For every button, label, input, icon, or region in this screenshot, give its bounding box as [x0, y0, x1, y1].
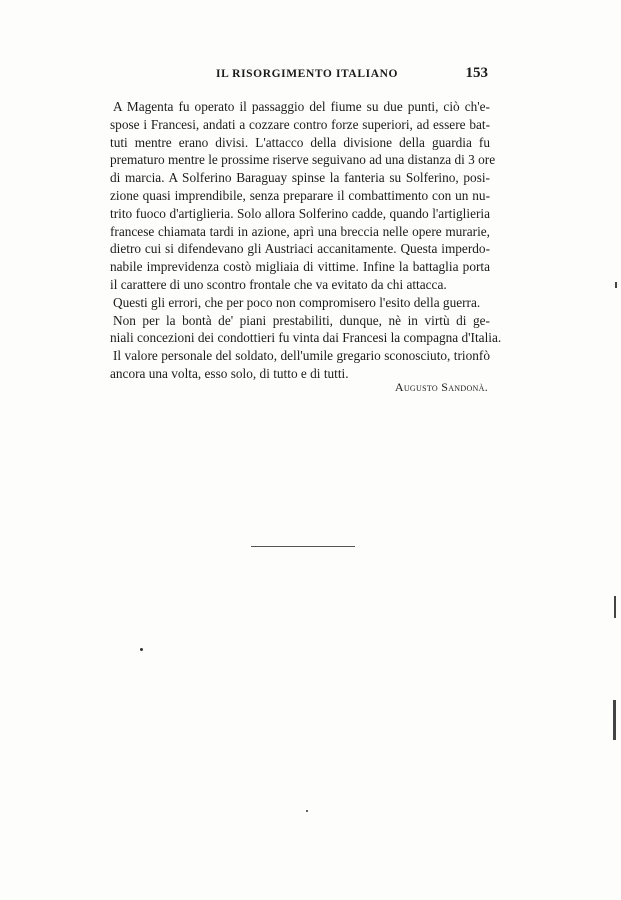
text-line: spose i Francesi, andati a cozzare contro forze superiori, ad essere bat- — [110, 116, 490, 132]
scan-speck — [306, 810, 308, 812]
end-rule — [251, 546, 355, 547]
text-line: nabile imprevidenza costò migliaia di vittime. Infine la battaglia porta — [110, 259, 490, 275]
body-text — [110, 98, 502, 383]
scan-edge-mark — [614, 596, 616, 618]
text-line: zione quasi imprendibile, senza preparare il combattimento con un nu- — [110, 187, 490, 203]
text-line: di marcia. A Solferino Baraguay spinse la fanteria su Solferino, posi- — [110, 170, 490, 186]
text-line: Il valore personale del soldato, dell'umile gregario sconosciuto, trionfò — [113, 348, 490, 364]
page-number: 153 — [465, 65, 488, 81]
text-line: ancora una volta, esso solo, di tutto e di tutti. — [110, 365, 349, 381]
running-header — [110, 66, 488, 86]
text-line: francese chiamata tardi in azione, aprì una breccia nelle opere murarie, — [110, 223, 490, 239]
text-line: Non per la bontà de' piani prestabiliti, dunque, nè in virtù di ge- — [113, 312, 490, 328]
running-title: IL RISORGIMENTO ITALIANO — [216, 68, 399, 80]
text-line: A Magenta fu operato il passaggio del fiume su due punti, ciò ch'e- — [113, 99, 490, 114]
text-line: prematuro mentre le prossime riserve seguivano ad una distanza di 3 ore — [110, 152, 496, 168]
text-line: niali concezioni dei condottieri fu vinta dai Francesi la compagna d'Italia. — [110, 330, 502, 346]
scan-edge-mark — [613, 700, 616, 740]
text-line: Questi gli errori, che per poco non compromisero l'esito della guerra. — [113, 294, 481, 310]
text-line: tuti mentre erano divisi. L'attacco della divisione della guardia fu — [110, 134, 490, 150]
scan-edge-mark — [615, 282, 617, 288]
text-line: il carattere di uno scontro frontale che va evitato da chi attacca. — [110, 276, 447, 292]
author-signature: Augusto Sandonà. — [394, 380, 488, 394]
scan-speck — [140, 648, 143, 651]
text-line: dietro cui si difendevano gli Austriaci accanitamente. Questa imperdo- — [110, 241, 490, 257]
text-line: trito fuoco d'artiglieria. Solo allora Solferino cadde, quando l'artiglieria — [110, 205, 490, 221]
